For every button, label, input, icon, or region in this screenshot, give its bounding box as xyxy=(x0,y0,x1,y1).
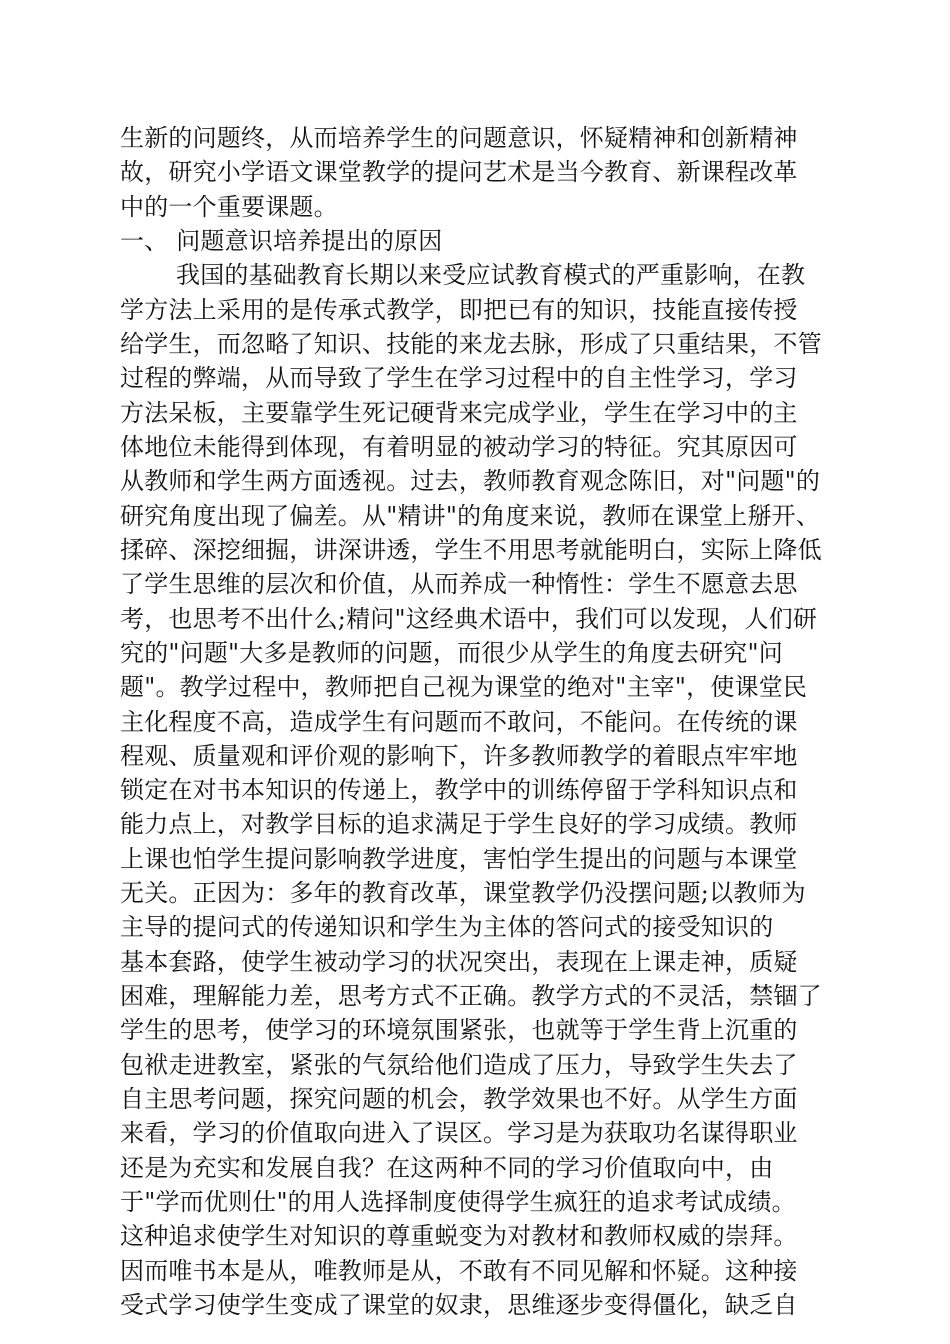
text-line: 学生的思考，使学习的环境氛围紧张，也就等于学生背上沉重的 xyxy=(120,1016,798,1044)
text-line: 给学生，而忽略了知识、技能的来龙去脉，形成了只重结果，不管 xyxy=(120,330,822,358)
text-line: 究的"问题"大多是教师的问题，而很少从学生的角度去研究"问 xyxy=(120,639,783,667)
section-heading: 一、 问题意识培养提出的原因 xyxy=(120,227,443,255)
text-line: 上课也怕学生提问影响教学进度，害怕学生提出的问题与本课堂 xyxy=(120,845,798,873)
text-line: 揉碎、深挖细掘，讲深讲透，学生不用思考就能明白，实际上降低 xyxy=(120,536,822,564)
text-line: 方法呆板，主要靠学生死记硬背来完成学业，学生在学习中的主 xyxy=(120,399,798,427)
text-line: 学方法上采用的是传承式教学，即把已有的知识，技能直接传授 xyxy=(120,296,798,324)
text-line: 考，也思考不出什么;精问"这经典术语中，我们可以发现，人们研 xyxy=(120,605,818,633)
text-line: 因而唯书本是从，唯教师是从，不敢有不同见解和怀疑。这种接 xyxy=(120,1257,798,1285)
text-line: 故，研究小学语文课堂教学的提问艺术是当今教育、新课程改革 xyxy=(120,158,798,186)
text-line: 还是为充实和发展自我？在这两种不同的学习价值取向中，由 xyxy=(120,1154,774,1182)
text-line: 受式学习使学生变成了课堂的奴隶，思维逐步变得僵化，缺乏自 xyxy=(120,1291,798,1319)
paragraph-first-line: 我国的基础教育长期以来受应试教育模式的严重影响，在教 xyxy=(176,261,806,289)
text-line: 中的一个重要课题。 xyxy=(120,193,338,221)
text-line: 来看，学习的价值取向进入了误区。学习是为获取功名谋得职业 xyxy=(120,1119,798,1147)
text-line: 基本套路，使学生被动学习的状况突出，表现在上课走神，质疑 xyxy=(120,948,798,976)
text-line: 了学生思维的层次和价值，从而养成一种惰性：学生不愿意去思 xyxy=(120,570,798,598)
text-line: 体地位未能得到体现，有着明显的被动学习的特征。究其原因可 xyxy=(120,433,798,461)
text-line: 研究角度出现了偏差。从"精讲"的角度来说，教师在课堂上掰开、 xyxy=(120,502,821,530)
text-line: 过程的弊端，从而导致了学生在学习过程中的自主性学习，学习 xyxy=(120,364,798,392)
text-line: 从教师和学生两方面透视。过去，教师教育观念陈旧，对"问题"的 xyxy=(120,467,821,495)
text-line: 题"。教学过程中，教师把自己视为课堂的绝对"主宰"，使课堂民 xyxy=(120,673,808,701)
text-line: 锁定在对书本知识的传递上，教学中的训练停留于学科知识点和 xyxy=(120,776,798,804)
text-line: 主化程度不高，造成学生有问题而不敢问，不能问。在传统的课 xyxy=(120,708,798,736)
text-line: 主导的提问式的传递知识和学生为主体的答问式的接受知识的 xyxy=(120,913,774,941)
text-line: 于"学而优则仕"的用人选择制度使得学生疯狂的追求考试成绩。 xyxy=(120,1188,796,1216)
text-line: 自主思考问题，探究问题的机会，教学效果也不好。从学生方面 xyxy=(120,1085,798,1113)
text-line: 生新的问题终，从而培养学生的问题意识，怀疑精神和创新精神 xyxy=(120,124,798,152)
text-line: 能力点上，对教学目标的追求满足于学生良好的学习成绩。教师 xyxy=(120,810,798,838)
text-line: 无关。正因为：多年的教育改革，课堂教学仍没摆问题;以教师为 xyxy=(120,879,806,907)
text-line: 困难，理解能力差，思考方式不正确。教学方式的不灵活，禁锢了 xyxy=(120,982,822,1010)
text-line: 这种追求使学生对知识的尊重蜕变为对教材和教师权威的崇拜。 xyxy=(120,1222,798,1250)
text-line: 包袱走进教室，紧张的气氛给他们造成了压力，导致学生失去了 xyxy=(120,1051,798,1079)
text-line: 程观、质量观和评价观的影响下，许多教师教学的着眼点牢牢地 xyxy=(120,742,798,770)
